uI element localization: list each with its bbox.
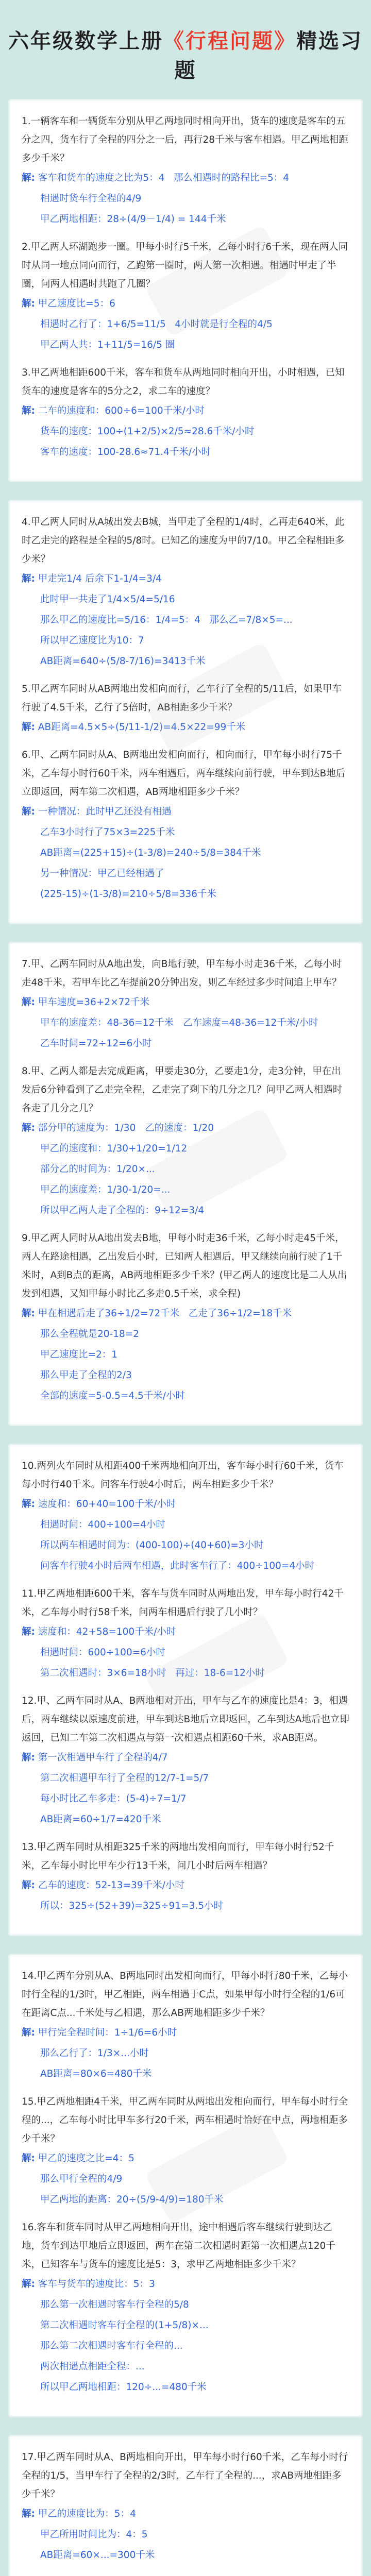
problem-text: 11.甲乙两地相距600千米，客车与货车同时从两地出发，甲车每小时行42千米，乙车每小时行58千米，问两车相遇后行驶了几小时？	[22, 1588, 344, 1618]
problem-item	[22, 238, 349, 355]
solution-line: 甲乙的速度比为：5：4	[38, 2509, 136, 2519]
solution-block	[22, 1494, 349, 1577]
title-highlight: 《行程问题》	[163, 29, 296, 53]
solution-line: 部分甲的速度为：1/30 乙的速度：1/20	[38, 1123, 214, 1133]
solution-line: AB距离=(225+15)÷(1-3/8)=240÷5/8=384千米	[40, 848, 261, 858]
solution-block	[22, 2274, 349, 2398]
solution-line: 甲乙速度比=2：1	[40, 1349, 118, 1360]
solution-block	[22, 717, 349, 738]
problem-text: 13.甲乙两车同时从相距325千米的两地出发相向而行，甲车每小时行52千米，乙车每小时比甲车少行13千米，问几小时后两车相遇？	[22, 1842, 334, 1871]
solution-line: AB距离=60×...=300千米	[40, 2550, 155, 2561]
solution-line: 每小时比乙车多走：(5-4)÷7=1/7	[40, 1793, 187, 1804]
solution-line: 甲行完全程时间：1÷1/6=6小时	[38, 2027, 177, 2038]
problem-text	[22, 2574, 349, 2576]
solution-label: 解:	[22, 1752, 35, 1763]
solution-line: 乙车的速度：52-13=39千米/小时	[38, 1880, 184, 1891]
problem-item	[22, 2574, 349, 2576]
solution-line: 相遇时间：400÷100=4小时	[40, 1519, 165, 1530]
solution-line: 所以甲乙两地相距：120÷...=480千米	[40, 2382, 207, 2393]
solution-line: 甲乙的速度和：1/30+1/20=1/12	[40, 1143, 188, 1154]
problem-item	[22, 513, 349, 672]
problem-text: 14.甲乙两车分别从A、B两地同时出发相向而行，甲每小时行80千米，乙每小时行全程的1/3时，甲乙相距，两车相遇于C点，如果甲每小时行全程的1/6可在距离C点...千米处与乙相遇，那么AB两地相距多少千米？	[22, 1971, 348, 2019]
solution-line: 货车的速度：100÷(1+2/5)×2/5≈28.6千米/小时	[40, 426, 255, 437]
problem-item	[22, 1967, 349, 2084]
title-suffix: 精选习题	[174, 29, 363, 82]
problem-text: 7.甲、乙两车同时从A地出发，向B地行驶，甲车每小时走36千米，乙每小时走48千米，若甲车比乙车提前20分钟出发，则乙车经过多少时间追上甲车？	[22, 959, 342, 988]
problem-item	[22, 1229, 349, 1406]
solution-line: 那么第二次相遇时客车行全程的...	[40, 2341, 183, 2351]
problem-card	[8, 942, 363, 1426]
solution-line: 全部的速度=5-0.5=4.5千米/小时	[40, 1391, 185, 1401]
solution-block	[22, 168, 349, 230]
solution-label: 解:	[22, 573, 35, 584]
solution-label: 解:	[22, 2027, 35, 2038]
problem-item	[22, 364, 349, 463]
solution-line: 甲乙速度比=5：6	[38, 298, 115, 309]
solution-label: 解:	[22, 1499, 35, 1510]
solution-label: 解:	[22, 173, 35, 183]
solution-line: 所以甲乙两人走了全程的：9÷12=3/4	[40, 1205, 205, 1216]
solution-label: 解:	[22, 1880, 35, 1891]
solution-line: 第二次相遇时：3×6=18小时 再过：18-6=12小时	[40, 1668, 265, 1679]
problem-item	[22, 2218, 349, 2398]
solution-line: 此时甲一共走了1/4×5/4=5/16	[40, 594, 175, 605]
solution-line: 所以两车相遇时间为：(400-100)÷(40+60)=3小时	[40, 1540, 264, 1551]
solution-block	[22, 2023, 349, 2084]
problem-item	[22, 1457, 349, 1577]
solution-line: 甲乙两地的距离：20÷(5/9-4/9)=180千米	[40, 2194, 224, 2205]
solution-line: 客车与货车的速度比：5：3	[38, 2279, 155, 2290]
solution-line: 甲乙两人共：1+11/5=16/5 圈	[40, 340, 175, 350]
problem-text: 5.甲乙两车同时从AB两地出发相向而行，乙车行了全程的5/11后，如果甲车行驶了4.5千米，乙行了5倍时，AB相距多少千米？	[22, 684, 342, 713]
problem-text: 17.甲乙两车同时从A、B两地相向开出，甲车每小时行60千米，乙车每小时行全程的1/5，当甲车行了全程的2/3时，乙车行了全程的...，求AB两地相距多少千米？	[22, 2452, 348, 2500]
problem-card	[8, 1954, 363, 2417]
problem-text: 10.两列火车同时从相距400千米两地相向开出，客车每小时行60千米，货车每小时行40千米。问客车行驶4小时后，两车相距多少千米？	[22, 1461, 344, 1490]
problem-item	[22, 746, 349, 905]
problem-text: 1.一辆客车和一辆货车分别从甲乙两地同时相向开出，货车的速度是客车的五分之四，货车行了全程的四分之一后，再行28千米与客车相遇。甲乙两地相距多少千米？	[22, 116, 349, 164]
solution-line: 甲车速度=36+2×72千米	[38, 997, 150, 1008]
problem-text: 16.客车和货车同时从甲乙两地相向开出，途中相遇后客车继续行驶到达乙地，货车到达甲地后立即返回，两车在第二次相遇时距第一次相遇点120千米，已知客车与货车的速度比是5：3，求甲乙两地相距多少千米？	[22, 2222, 335, 2270]
problem-cards	[8, 99, 363, 2576]
solution-block	[22, 1622, 349, 1684]
solution-line: (225-15)÷(1-3/8)=210÷5/8=336千米	[40, 889, 217, 900]
problem-text: 2.甲乙两人环湖跑步一圈。甲每小时行5千米，乙每小时行6千米，现在两人同时从同一地点同向而行，乙跑第一圈时，两人第一次相遇。相遇时甲走了半圈，问两人相遇时共跑了几圈？	[22, 242, 348, 290]
problem-text: 15.甲乙两地相距4千米，甲乙两车同时从两地出发相向而行，甲车每小时行全程的...，乙车每小时比甲车多行20千米，两车相遇时恰好在中点，两地相距多少千米？	[22, 2096, 348, 2144]
problem-item	[22, 2093, 349, 2210]
solution-line: 乙车时间=72÷12=6小时	[40, 1038, 152, 1049]
solution-line: 问客车行驶4小时后两车相遇，此时客车行了：400÷100=4小时	[40, 1561, 315, 1571]
solution-line: 另一种情况：甲乙已经相遇了	[40, 868, 164, 879]
solution-label: 解:	[22, 806, 35, 817]
solution-line: AB距离=640÷(5/8-7/16)=3413千米	[40, 656, 206, 667]
title-area	[8, 7, 363, 99]
solution-block	[22, 569, 349, 672]
problem-card	[8, 99, 363, 482]
solution-line: 甲乙所用时间比为：4：5	[40, 2529, 148, 2540]
solution-line: AB距离=4.5×5÷(5/11-1/2)=4.5×22=99千米	[38, 722, 246, 733]
page-title	[8, 25, 363, 83]
problem-text: 6.甲、乙两车同时从A、B两地出发相向而行，相向而行，甲车每小时行75千米，乙车每小时行60千米，两车相遇后，两车继续向前行驶，甲车到达B地后立即返回，两车第二次相遇，AB两地相距多少千米？	[22, 750, 346, 798]
problem-card	[8, 2435, 363, 2576]
problem-item	[22, 1585, 349, 1684]
solution-label: 解:	[22, 1308, 35, 1319]
solution-line: 甲车的速度差：48-36=12千米 乙车速度=48-36=12千米/小时	[40, 1018, 318, 1028]
solution-line: 客车和货车的速度之比为5：4 那么相遇时的路程比=5：4	[38, 173, 290, 183]
solution-label: 解:	[22, 405, 35, 416]
solution-label: 解:	[22, 1626, 35, 1637]
solution-block	[22, 1303, 349, 1406]
problem-card	[8, 500, 363, 924]
problem-item	[22, 1062, 349, 1221]
solution-block	[22, 1118, 349, 1221]
solution-line: 甲乙两地相距：28÷(4/9－1/4) = 144千米	[40, 214, 226, 225]
solution-label: 解:	[22, 722, 35, 733]
solution-line: 那么甲行全程的4/9	[40, 2174, 123, 2184]
solution-line: 第二次相遇时客车行全程的(1+5/8)×...	[40, 2320, 209, 2331]
problem-item	[22, 955, 349, 1054]
solution-line: 速度和：60+40=100千米/小时	[38, 1499, 176, 1510]
solution-block	[22, 992, 349, 1054]
title-prefix: 六年级数学上册	[8, 29, 163, 53]
problem-text: 3.甲乙两地相距600千米，客车和货车从两地同时相向开出，小时相遇，已知货车的速度是客车的5分之2，求二车的速度？	[22, 367, 345, 397]
solution-label: 解:	[22, 1123, 35, 1133]
solution-line: 部分乙的时间为：1/20×...	[40, 1164, 155, 1175]
problem-text: 12.甲、乙两车同时从A、B两地相对开出，甲车与乙车的速度比是4：3，相遇后，两车继续以原速度前进，甲车到达B地后立即返回，乙车到达A地后也立即返回，已知二车第二次相遇点与第一次相遇点相距60千米，求AB距离。	[22, 1696, 349, 1743]
solution-line: 那么甲走了全程的2/3	[40, 1370, 132, 1381]
problem-item	[22, 1838, 349, 1917]
solution-label: 解:	[22, 2279, 35, 2290]
solution-block	[22, 2148, 349, 2210]
problem-item	[22, 2448, 349, 2566]
solution-line: 那么乙行了：1/3×...小时	[40, 2048, 149, 2059]
solution-line: AB距离=60÷1/7=420千米	[40, 1814, 161, 1825]
problem-text: 9.甲乙两人同时从A地出发去B地，甲每小时走36千米，乙每小时走45千米，两人在路途相遇，乙出发后小时，已知两人相遇后，甲又继续向前行驶了1千米时，A到B点的距离，AB两地相距多少千米？(甲乙两人的速度比是二人从出发到相遇，又知甲每小时比乙多走0.5千米，求全程)	[22, 1233, 347, 1299]
solution-block	[22, 2504, 349, 2566]
solution-line: 那么全程就是20-18=2	[40, 1329, 140, 1340]
solution-label: 解:	[22, 298, 35, 309]
solution-line: 二车的速度和：600÷6=100千米/小时	[38, 405, 205, 416]
problem-item	[22, 680, 349, 738]
problem-card	[8, 1444, 363, 1936]
solution-line: 第一次相遇甲车行了全程的4/7	[38, 1752, 168, 1763]
problem-item	[22, 1692, 349, 1830]
solution-label: 解:	[22, 2153, 35, 2164]
solution-line: 相遇时货车行全程的4/9	[40, 193, 142, 204]
problem-text: 8.甲、乙两人都是去完成距离，甲要走30分，乙要走1分，走3分钟，甲在出发后6分钟看到了乙走完全程，乙走完了剩下的几分之几？问甲乙两人相遇时各走了几分之几？	[22, 1066, 343, 1114]
solution-line: 客车的速度：100-28.6≈71.4千米/小时	[40, 447, 211, 457]
solution-line: 相遇时乙行了：1+6/5=11/5 4小时就是行全程的4/5	[40, 319, 273, 330]
solution-line: 甲在相遇后走了36÷1/2=72千米 乙走了36÷1/2=18千米	[38, 1308, 292, 1319]
solution-block	[22, 802, 349, 905]
solution-label: 解:	[22, 2509, 35, 2519]
solution-line: 所以甲乙速度比为10：7	[40, 635, 144, 646]
problem-item	[22, 112, 349, 230]
solution-line: 所以：325÷(52+39)=325÷91=3.5小时	[40, 1901, 224, 1911]
solution-block	[22, 401, 349, 463]
solution-label: 解:	[22, 997, 35, 1008]
solution-line: AB距离=80×6=480千米	[40, 2069, 152, 2079]
solution-line: 一种情况：此时甲乙还没有相遇	[38, 806, 172, 817]
solution-line: 甲乙的速度之比=4：5	[38, 2153, 134, 2164]
problem-text: 4.甲乙两人同时从A城出发去B城，当甲走了全程的1/4时，乙再走640米，此时乙走完的路程是全程的5/8时。已知乙的速度为甲的7/10。甲乙全程相距多少米？	[22, 517, 345, 565]
solution-line: 那么第一次相遇时客车行全程的5/8	[40, 2299, 189, 2310]
solution-line: 速度和：42+58=100千米/小时	[38, 1626, 176, 1637]
solution-line: 相遇时间：600÷100=6小时	[40, 1647, 165, 1658]
solution-line: 第二次相遇甲车行了全程的12/7-1=5/7	[40, 1773, 209, 1784]
solution-line: 甲乙的速度差：1/30-1/20=...	[40, 1184, 171, 1195]
solution-line: 那么甲乙的速度比=5/16：1/4=5：4 那么乙=7/8×5=...	[40, 615, 293, 625]
solution-block	[22, 294, 349, 355]
solution-line: 甲走完1/4 后余下1-1/4=3/4	[38, 573, 162, 584]
solution-block	[22, 1748, 349, 1830]
solution-block	[22, 1875, 349, 1917]
solution-line: 两次相遇点相距全程：...	[40, 2361, 145, 2372]
solution-line: 乙车3小时行了75×3=225千米	[40, 827, 175, 838]
